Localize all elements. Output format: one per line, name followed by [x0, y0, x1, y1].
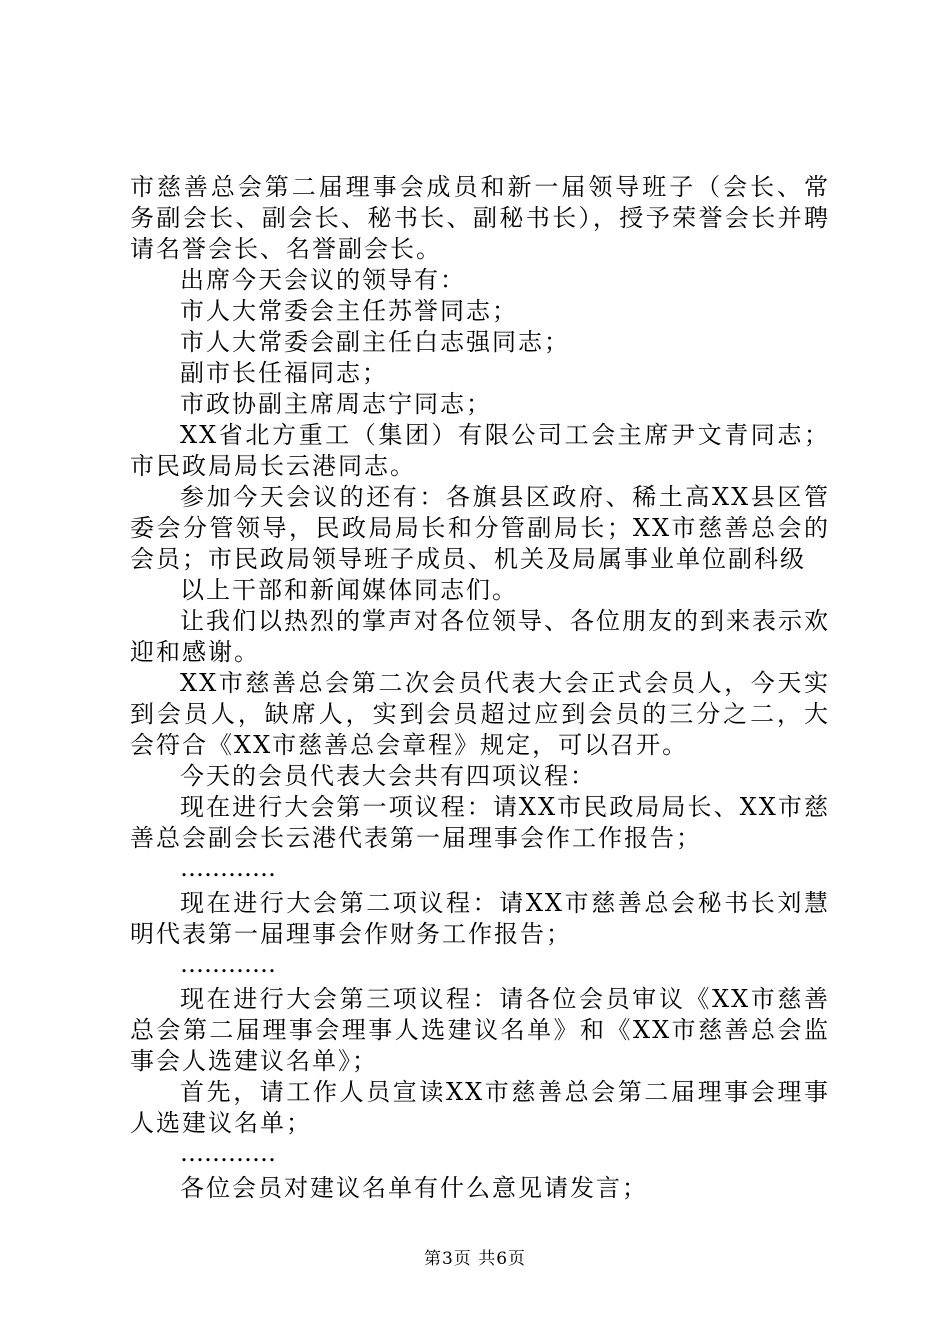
paragraph-4: 市人大常委会副主任白志强同志； [180, 328, 570, 356]
paragraph-11: XX市慈善总会第二次会员代表大会正式会员人，今天实到会员人，缺席人，实到会员超过应到会员的三分之二，大会符合《XX市慈善总会章程》规定，可以召开。 [130, 669, 830, 759]
paragraph-5: 副市长任福同志； [180, 359, 388, 387]
paragraph-3: 市人大常委会主任苏誉同志； [180, 297, 518, 325]
paragraph-6: 市政协副主席周志宁同志； [180, 390, 492, 418]
paragraph-9: 以上干部和新闻媒体同志们。 [180, 576, 518, 604]
paragraph-14: 现在进行大会第二项议程：请XX市慈善总会秘书长刘慧明代表第一届理事会作财务工作报告； [130, 889, 830, 948]
paragraph-16: 首先，请工作人员宣读XX市慈善总会第二届理事会理事人选建议名单； [130, 1078, 830, 1137]
ellipsis-1: ………… [180, 854, 276, 882]
paragraph-2: 出席今天会议的领导有： [180, 266, 466, 294]
paragraph-1: 市慈善总会第二届理事会成员和新一届领导班子（会长、常务副会长、副会长、秘书长、副秘书长），授予荣誉会长并聘请名誉会长、名誉副会长。 [130, 173, 830, 263]
paragraph-10: 让我们以热烈的掌声对各位领导、各位朋友的到来表示欢迎和感谢。 [130, 607, 830, 666]
paragraph-12: 今天的会员代表大会共有四项议程： [180, 762, 596, 790]
paragraph-17: 各位会员对建议名单有什么意见请发言； [180, 1174, 648, 1202]
ellipsis-2: ………… [180, 950, 276, 978]
paragraph-15: 现在进行大会第三项议程：请各位会员审议《XX市慈善总会第二届理事会理事人选建议名单》和《XX市慈善总会监事会人选建议名单》； [130, 985, 830, 1075]
paragraph-13: 现在进行大会第一项议程：请XX市民政局局长、XX市慈善总会副会长云港代表第一届理事会作工作报告； [130, 793, 830, 852]
ellipsis-3: ………… [180, 1139, 276, 1167]
paragraph-7: XX省北方重工（集团）有限公司工会主席尹文青同志；市民政局局长云港同志。 [130, 421, 830, 480]
document-body [130, 172, 830, 1204]
page-number-footer: 第3页 共6页 [423, 1249, 527, 1269]
paragraph-8: 参加今天会议的还有：各旗县区政府、稀土高XX县区管委会分管领导，民政局局长和分管副局长；XX市慈善总会的会员；市民政局领导班子成员、机关及局属事业单位副科级 [130, 483, 830, 573]
